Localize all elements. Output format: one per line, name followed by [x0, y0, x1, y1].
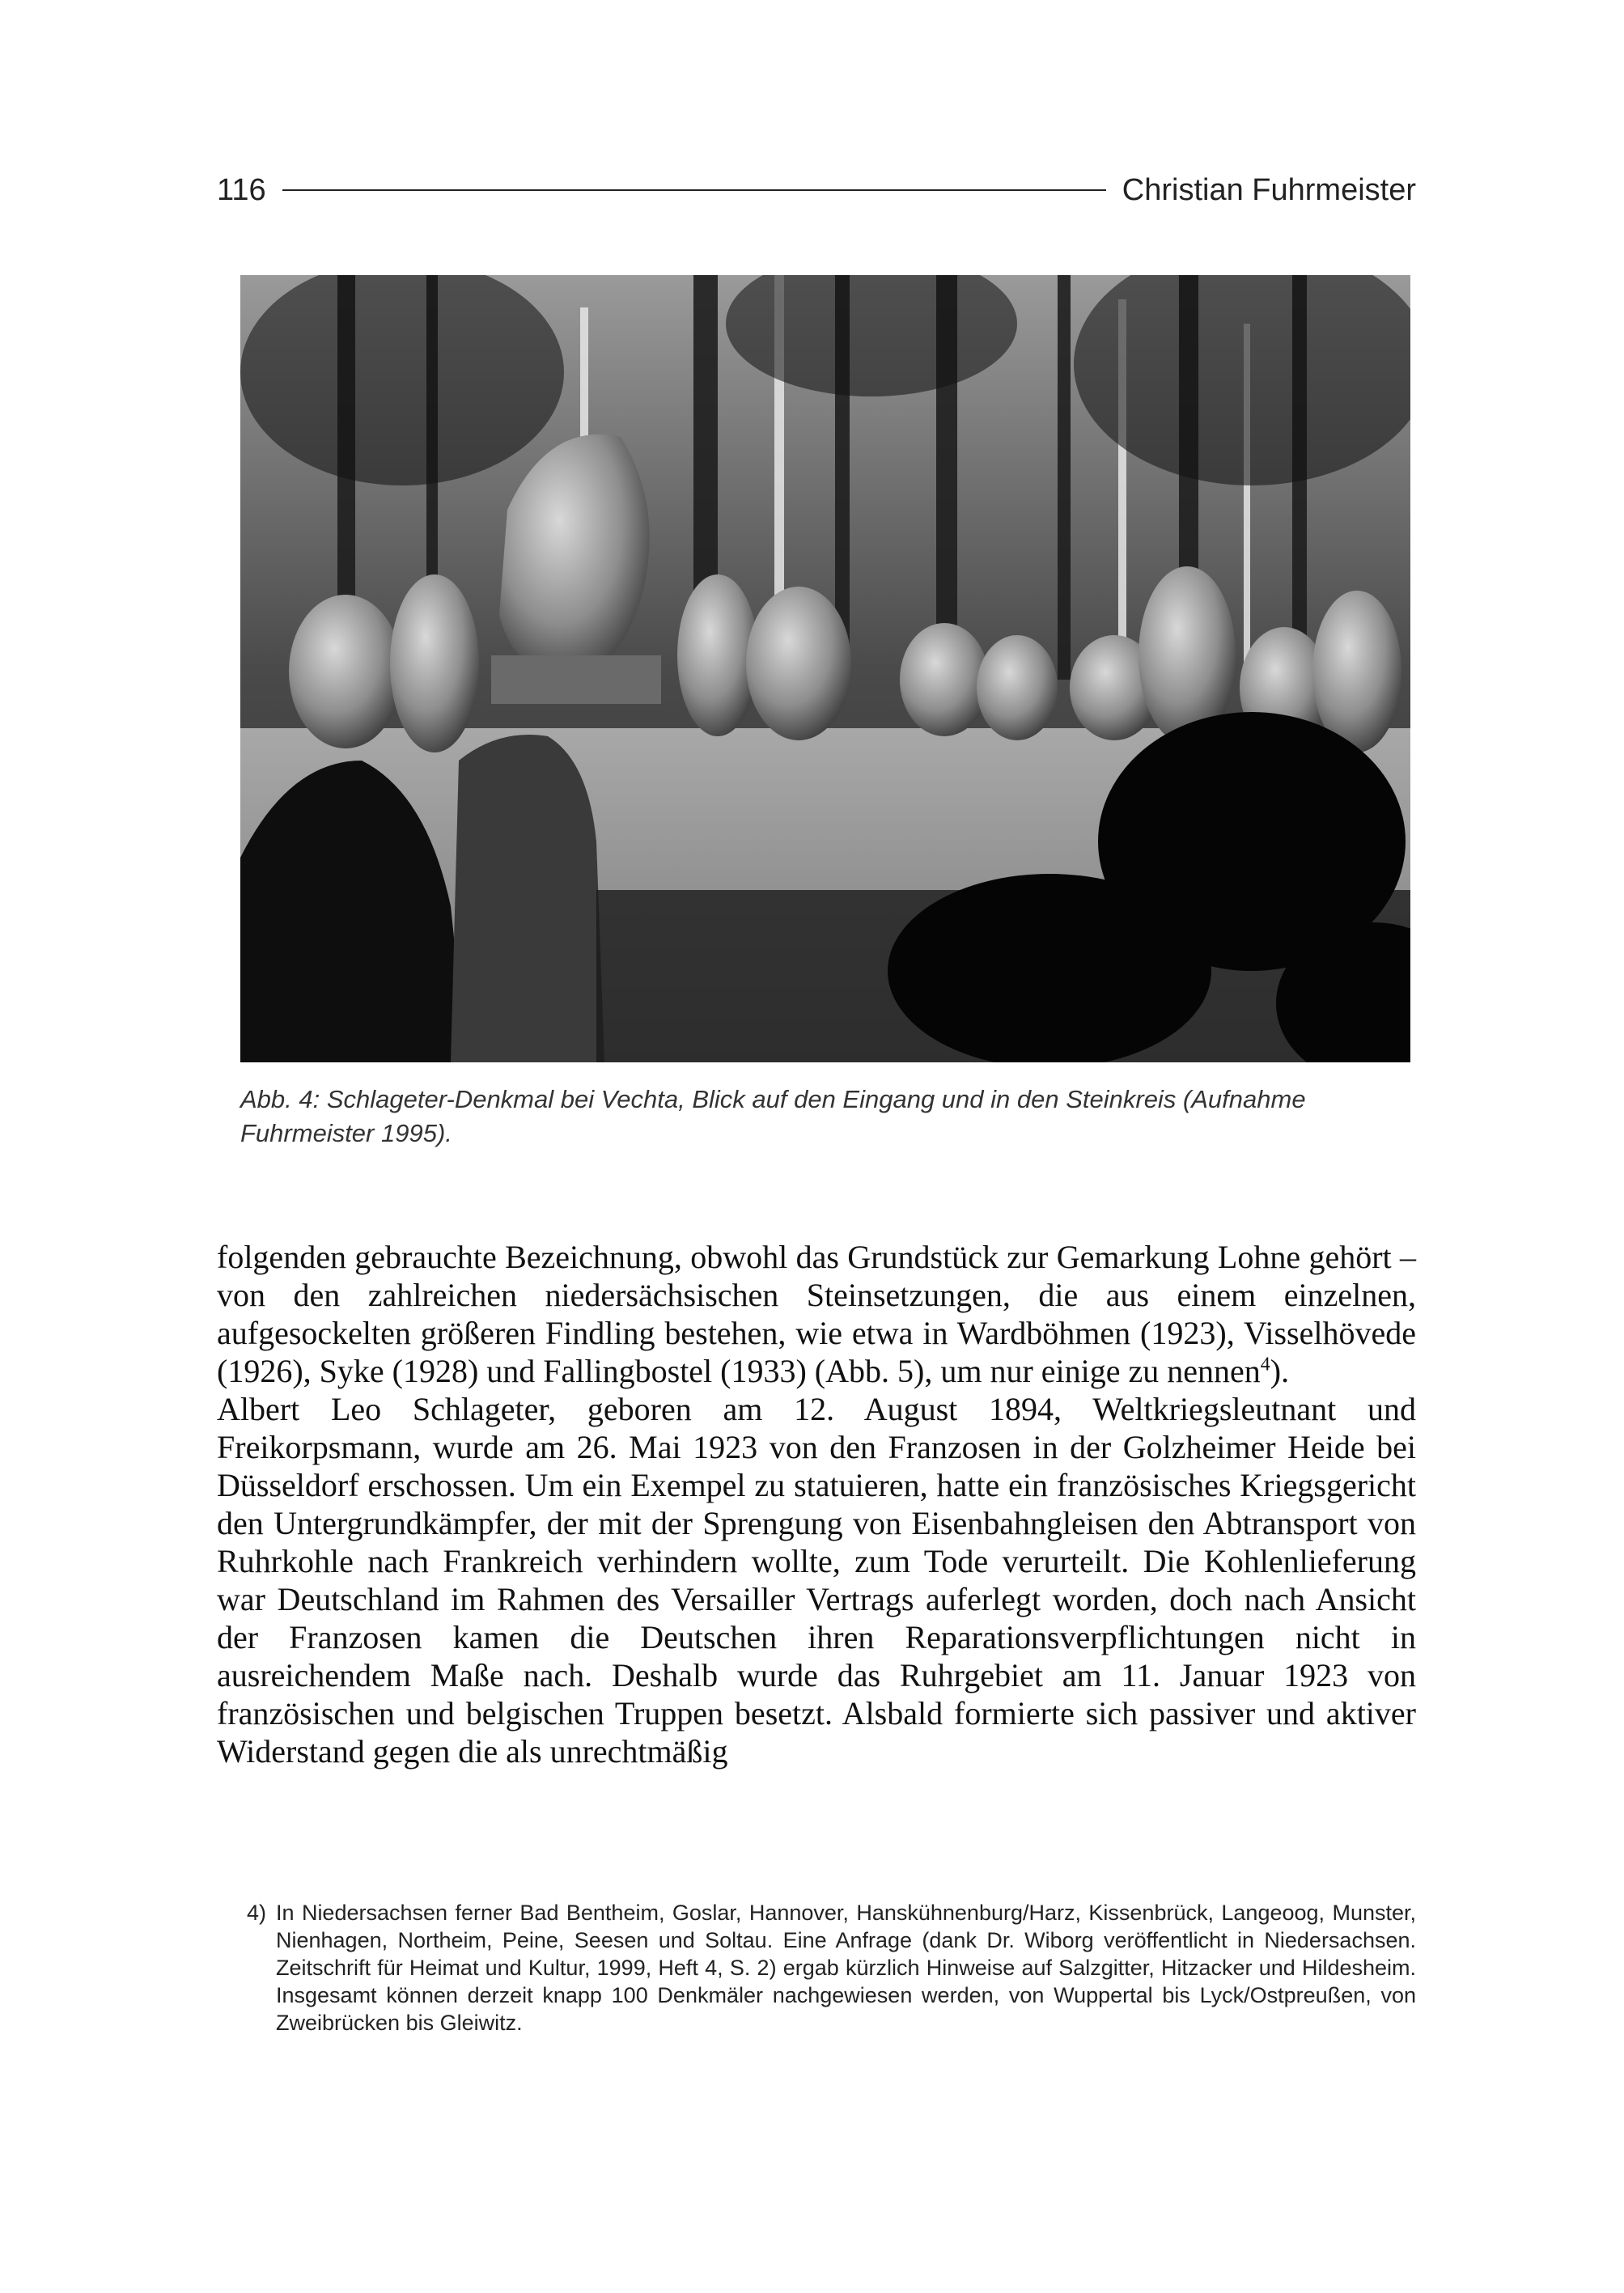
footnote [247, 1899, 1416, 2037]
page-number: 116 [217, 172, 266, 207]
body-text [217, 1238, 1416, 1770]
footnote-reference[interactable]: 4 [1260, 1354, 1270, 1375]
footnote-text: In Niedersachsen ferner Bad Bentheim, Goslar, Hannover, Hanskühnenburg/Harz, Kissenbrück, Langeoog, Munster, Nienhagen, Northeim, Peine, Seesen und Soltau. Eine Anfrage (dank Dr. Wiborg veröffentlicht in Niedersachsen. Zeitschrift für Heimat und Kultur, 1999, Heft 4, S. 2) ergab kürzlich Hinweise auf Salzgitter, Hitzacker und Hildesheim. Insgesamt können derzeit knapp 100 Denkmäler nachgewiesen werden, von Wuppertal bis Lyck/Ostpreußen, von Zweibrücken bis Gleiwitz. [276, 1901, 1416, 2035]
figure-photo [240, 275, 1410, 1062]
running-header [217, 166, 1416, 214]
running-head-author: Christian Fuhrmeister [1122, 172, 1416, 207]
paragraph-text: folgenden gebrauchte Bezeichnung, obwohl das Grundstück zur Gemarkung Lohne gehört – von den zahlreichen niedersächsischen Steinsetzungen, die aus einem einzelnen, aufgesockelten größeren Findling bestehen, wie etwa in Wardböhmen (1923), Visselhövede (1926), Syke (1928) und Fallingbostel (1933) (Abb. 5), um nur einige zu nennen [217, 1239, 1416, 1389]
paragraph-text: ). [1270, 1353, 1290, 1389]
figure-caption: Abb. 4: Schlageter-Denkmal bei Vechta, Blick auf den Eingang und in den Steinkreis (Aufnahme Fuhrmeister 1995). [240, 1085, 1306, 1147]
footnote-number: 4) [247, 1901, 267, 1925]
paragraph [217, 1238, 1416, 1390]
header-rule [282, 189, 1106, 191]
paragraph: Albert Leo Schlageter, geboren am 12. August 1894, Weltkriegsleutnant und Freikorpsmann, wurde am 26. Mai 1923 von den Franzosen in der Golzheimer Heide bei Düsseldorf erschossen. Um ein Exempel zu statuieren, hatte ein französisches Kriegsgericht den Untergrundkämpfer, der mit der Sprengung von Eisenbahngleisen den Abtransport von Ruhrkohle nach Frankreich verhindern wollte, zum Tode verurteilt. Die Kohlenlieferung war Deutschland im Rahmen des Versailler Vertrags auferlegt worden, doch nach Ansicht der Franzosen kamen die Deutschen ihren Reparationsverpflichtungen nicht in ausreichendem Maße nach. Deshalb wurde das Ruhrgebiet am 11. Januar 1923 von französischen und belgischen Truppen besetzt. Alsbald formierte sich passiver und aktiver Widerstand gegen die als unrechtmäßig [217, 1391, 1416, 1770]
photo-illustration [240, 275, 1410, 1062]
